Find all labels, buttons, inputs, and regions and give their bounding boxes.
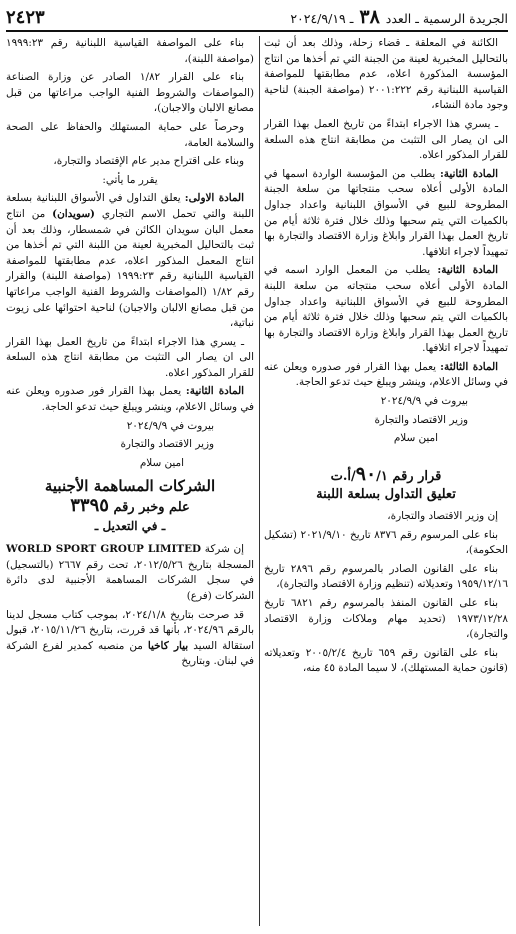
person-name: بيار كاخيا <box>147 639 189 652</box>
page-header <box>6 6 508 28</box>
paragraph: الكائنة في المعلقة ـ قضاء زحلة، وذلك بعد أن ثبت بالتحاليل المخبرية لعينة من الجبنة التي تم أخذها من انتاج المؤسسة المذكورة اعلاه، عدم مطابقتها للمواصفة القياسية اللبنانية رقم ٢٠٠١:٢٢٢ (مواصفة الجبنة) لناحية وجود مادة النشاء، <box>264 37 508 112</box>
paragraph: وبناء على اقتراح مدير عام الإقتصاد والتجارة، <box>53 155 244 168</box>
left-column <box>6 36 254 673</box>
article-text: يعمل بهذا القرار فور صدوره ويعلن عنه في وسائل الاعلام، وينشر ويبلغ حيث تدعو الحاجة. <box>264 360 508 389</box>
article-2b <box>264 263 508 357</box>
page-number: ٢٤٢٣ <box>6 7 45 28</box>
decision-suffix: /١/أ.ت <box>330 468 388 484</box>
issue-number: ٣٨ <box>359 6 380 28</box>
decision-no: ٩٠ <box>355 462 377 485</box>
gazette-name: الجريدة الرسمية ـ العدد <box>385 11 508 26</box>
notice-label: علم وخبر رقم <box>113 500 190 516</box>
article-2a <box>264 167 508 261</box>
paragraph: وحرصاً على حماية المستهلك والحفاظ على الصحة والسلامة العامة، <box>6 120 254 149</box>
article-text: يطلب من المؤسسة الواردة اسمها في المادة الأولى أعلاه سحب منتجاتها من سلعة الجبنة المطروحة للبيع في الأسواق اللبنانية واعداد جداول بالكميات التي يتم سحبها وذلك خلال فترة ثلاثة أيام من تاريخ العمل بهذا القرار وابلاغ وزارة الاقتصاد والتجارة بها تمهيداً لاجراء اتلافها. <box>264 167 508 258</box>
article-label: المادة الثانية: <box>439 167 499 180</box>
paragraph: بناء على المواصفة القياسية اللبنانية رقم ١٩٩٩:٢٣ (مواصفة اللبنة)، <box>6 37 254 65</box>
company-paragraph <box>6 542 254 604</box>
signature-title: وزير الاقتصاد والتجارة <box>374 413 468 426</box>
notice-number <box>6 495 254 517</box>
signature-title: وزير الاقتصاد والتجارة <box>120 438 214 451</box>
paragraph: بناء على القانون المنفذ بالمرسوم رقم ٦٨٢١ تاريخ ١٩٧٣/١٢/٢٨ (تحديد مهام وملاكات وزارة الاقتصاد والتجارة)، <box>264 597 508 641</box>
column-divider <box>259 36 260 926</box>
article-text: يعلق التداول في الأسواق اللبنانية بسلعة اللبنة والتي تحمل الاسم التجاري <box>6 192 254 220</box>
article-label: المادة الثانية: <box>437 264 498 277</box>
article-label: المادة الثالثة: <box>440 360 499 373</box>
signature-place-date: بيروت في ٢٠٢٤/٩/٩ <box>126 419 214 432</box>
article-label: المادة الاولى: <box>184 192 244 205</box>
paragraph-text: من منصبه كمدير لفرع الشركة في لبنان. وبتاريخ <box>6 639 254 668</box>
decision-number <box>264 462 508 485</box>
paragraph: ـ يسري هذا الاجراء ابتداءً من تاريخ العمل بهذا القرار الى ان يصار الى التثبت من مطابقة انتاج هذه السلعة للقرار المذكور اعلاه. <box>6 335 254 379</box>
decides-heading: يقرر ما يأتي: <box>102 173 158 186</box>
section-subtitle: ـ في التعديل ـ <box>94 518 166 533</box>
section-title: الشركات المساهمة الأجنبية <box>44 477 216 496</box>
paragraph-text: قد صرحت بتاريخ ٢٠٢٤/١/٨، بموجب كتاب مسجل لدينا بالرقم ٢٠٢٤/٩٦، بأنها قد قررت، بتاريخ ٢٠١٥/١١/٢٦، قبول استقالة السيد <box>6 608 254 652</box>
paragraph: إن وزير الاقتصاد والتجارة، <box>387 510 498 523</box>
company-name: WORLD SPORT GROUP LIMITED <box>6 543 202 556</box>
decision-label: قرار رقم <box>392 468 442 484</box>
paragraph-text: إن شركة <box>204 543 244 556</box>
paragraph: بناء على القرار ١/٨٢ الصادر عن وزارة الصناعة (المواصفات والشروط الفنية الواجب مراعاتها من قبل مصانع الالبان والاجبان)، <box>6 71 254 115</box>
article-3 <box>264 360 508 391</box>
signature-name: امين سلام <box>139 456 184 469</box>
paragraph: بناء على المرسوم رقم ٨٣٧٦ تاريخ ٢٠٢١/٩/١٠ (تشكيل الحكومة)، <box>264 528 508 557</box>
gazette-title <box>290 6 508 28</box>
article-label: المادة الثانية: <box>185 385 244 398</box>
article-2 <box>6 384 254 415</box>
right-column <box>264 36 508 680</box>
decision-subject: تعليق التداول بسلعة اللبنة <box>316 487 456 503</box>
paragraph: بناء على القانون رقم ٦٥٩ تاريخ ٢٠٠٥/٢/٤ وتعديلاته (قانون حماية المستهلك)، لا سيما المادة ٤٥ منه، <box>264 646 508 675</box>
article-text: يطلب من المعمل الوارد اسمه في المادة الأولى أعلاه سحب منتجاته من سلعة اللبنة المطروحة للبيع في الأسواق اللبنانية واعداد جداول بالكميات التي يتم سحبها وذلك خلال فترة ثلاثة أيام من تاريخ العمل بهذا القرار وابلاغ وزارة الاقتصاد والتجارة بها تمهيداً لاجراء اتلافها. <box>264 264 508 355</box>
header-rule <box>6 30 508 32</box>
article-text: من انتاج معمل البان سويدان الكائن في شمسطار، وذلك بعد أن ثبت بالتحاليل المخبرية لعينة من اللبنة التي تم أخذها من انتاج المعمل المذكور اعلاه، عدم مطابقتها للمواصفة القياسية اللبنانية رقم ١٩٩٩:٢٣ (مواصفة اللبنة) والقرار رقم ١/٨٢ (المواصفات والشروط الفنية الواجب مراعاتها من قبل مصانع الالبان والاجبان) لناحية احتوائها على زيوت نباتية، <box>6 207 255 330</box>
article-1 <box>6 191 254 331</box>
paragraph: بناء على القانون الصادر بالمرسوم رقم ٢٨٩٦ تاريخ ١٩٥٩/١٢/١٦ وتعديلاته (تنظيم وزارة الاقتصاد والتجارة)، <box>264 562 508 591</box>
paragraph: ـ يسري هذا الاجراء ابتداءً من تاريخ العمل بهذا القرار الى ان يصار الى التثبت من مطابقة انتاج هذه السلعة للقرار المذكور اعلاه. <box>264 117 508 162</box>
company-paragraph <box>6 608 254 670</box>
signature-name: امين سلام <box>393 432 438 445</box>
issue-date: ـ ٢٠٢٤/٩/١٩ <box>290 11 354 26</box>
paragraph-text: المسجلة بتاريخ ٢٠١٢/٥/٢٦، تحت رقم ٢٦٦٧ (بالتسجيل) في سجل الشركات المساهمة الأجنبية لدى دائرة الشركات (فرع) <box>6 558 254 602</box>
brand-name: (سويدان) <box>52 207 95 220</box>
notice-no: ٣٣٩٥ <box>70 495 109 517</box>
article-text: يعمل بهذا القرار فور صدوره ويعلن عنه في وسائل الاعلام، وينشر ويبلغ حيث تدعو الحاجة. <box>6 385 254 414</box>
signature-place-date: بيروت في ٢٠٢٤/٩/٩ <box>380 395 468 408</box>
